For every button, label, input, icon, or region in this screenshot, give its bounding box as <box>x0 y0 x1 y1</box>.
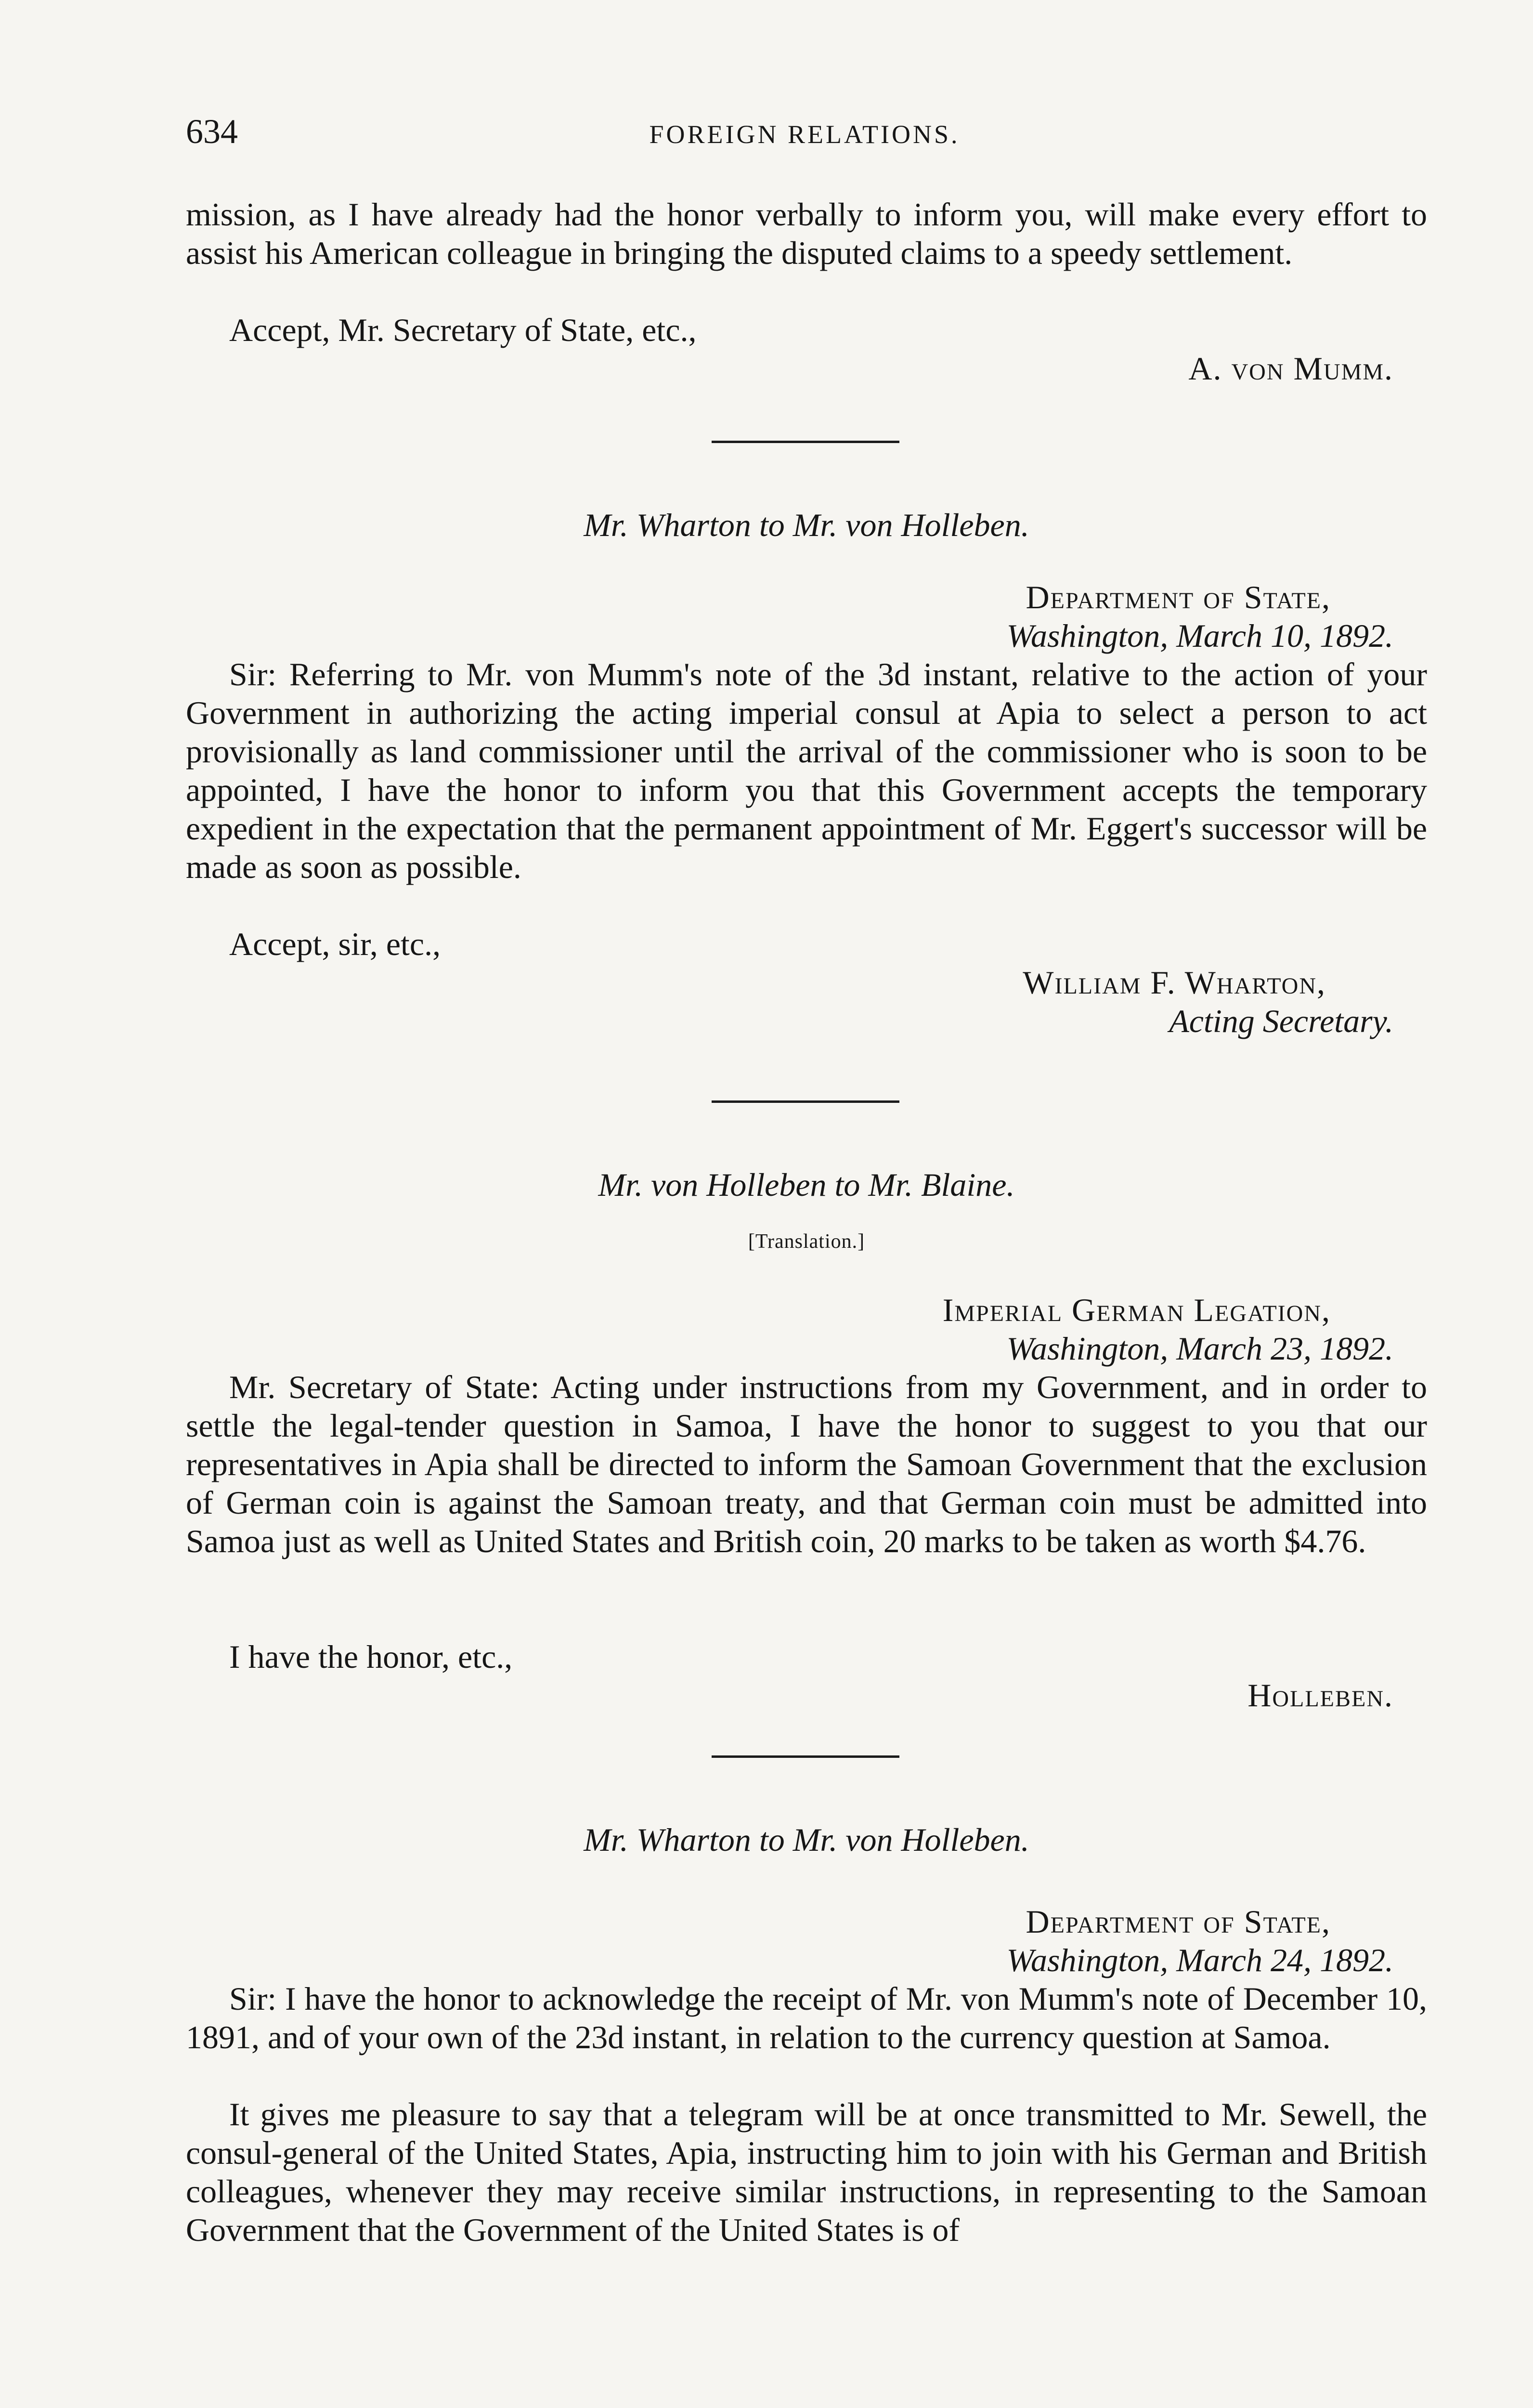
separator-rule <box>712 1755 899 1758</box>
letter-4-dateline: Washington, March 24, 1892. <box>1006 1942 1393 1978</box>
letter-4-body-paragraph-2: It gives me pleasure to say that a telegram will be at once transmitted to Mr. Sewell, the consul-general of the United States, Apia, instructing him to join with his German and British colleagues, whenever they may receive similar instructions, in representing to the Samoan Government that the Government of the United States is of <box>186 2096 1427 2248</box>
letter-3-signature: Holleben. <box>1247 1677 1393 1714</box>
letter-1-signature: A. von Mumm. <box>1188 350 1393 387</box>
letter-2-signature: William F. Wharton, <box>1023 964 1326 1001</box>
letter-2-signature-title: Acting Secretary. <box>1169 1003 1393 1039</box>
letter-4-sender-office: Department of State, <box>1026 1903 1331 1940</box>
running-head: FOREIGN RELATIONS. <box>649 120 960 149</box>
letter-4-body-paragraph-1: Sir: I have the honor to acknowledge the receipt of Mr. von Mumm's note of December 10, 1891, and of your own of the 23d instant, in relation to the currency question at Samoa. <box>186 1980 1427 2055</box>
letter-2-heading: Mr. Wharton to Mr. von Holleben. <box>584 507 1029 543</box>
letter-3-translation-note: [Translation.] <box>748 1230 865 1253</box>
letter-3-body: Mr. Secretary of State: Acting under instructions from my Government, and in order to settle the legal-tender question in Samoa, I have the honor to suggest to you that our representatives in Apia shall be directed to inform the Samoan Government that the exclusion of German coin is against the Samoan treaty, and that German coin must be admitted into Samoa just as well as United States and British coin, 20 marks to be taken as worth $4.76. <box>186 1369 1427 1559</box>
letter-2-sender-office: Department of State, <box>1026 579 1331 615</box>
separator-rule <box>712 441 899 443</box>
letter-3-heading: Mr. von Holleben to Mr. Blaine. <box>598 1166 1015 1203</box>
separator-rule <box>712 1100 899 1103</box>
letter-3-closing: I have the honor, etc., <box>229 1638 513 1675</box>
letter-2-dateline: Washington, March 10, 1892. <box>1006 617 1393 654</box>
page-number: 634 <box>186 112 238 151</box>
letter-3-sender-office: Imperial German Legation, <box>942 1292 1331 1328</box>
letter-4-heading: Mr. Wharton to Mr. von Holleben. <box>584 1821 1029 1858</box>
letter-1-body: mission, as I have already had the honor verbally to inform you, will make every effort to assist his American colleague in bringing the disputed claims to a speedy settlement. <box>186 196 1427 271</box>
letter-3-dateline: Washington, March 23, 1892. <box>1006 1330 1393 1367</box>
page-header <box>186 112 1423 165</box>
letter-2-closing: Accept, sir, etc., <box>229 926 441 962</box>
letter-1-closing: Accept, Mr. Secretary of State, etc., <box>229 312 697 348</box>
letter-2-body: Sir: Referring to Mr. von Mumm's note of the 3d instant, relative to the action of your Government in authorizing the acting imperial consul at Apia to select a person to act provisionally as land commissioner until the arrival of the commissioner who is soon to be appointed, I have the honor to inform you that this Government accepts the temporary expedient in the expectation that the permanent appointment of Mr. Eggert's successor will be made as soon as possible. <box>186 656 1427 885</box>
